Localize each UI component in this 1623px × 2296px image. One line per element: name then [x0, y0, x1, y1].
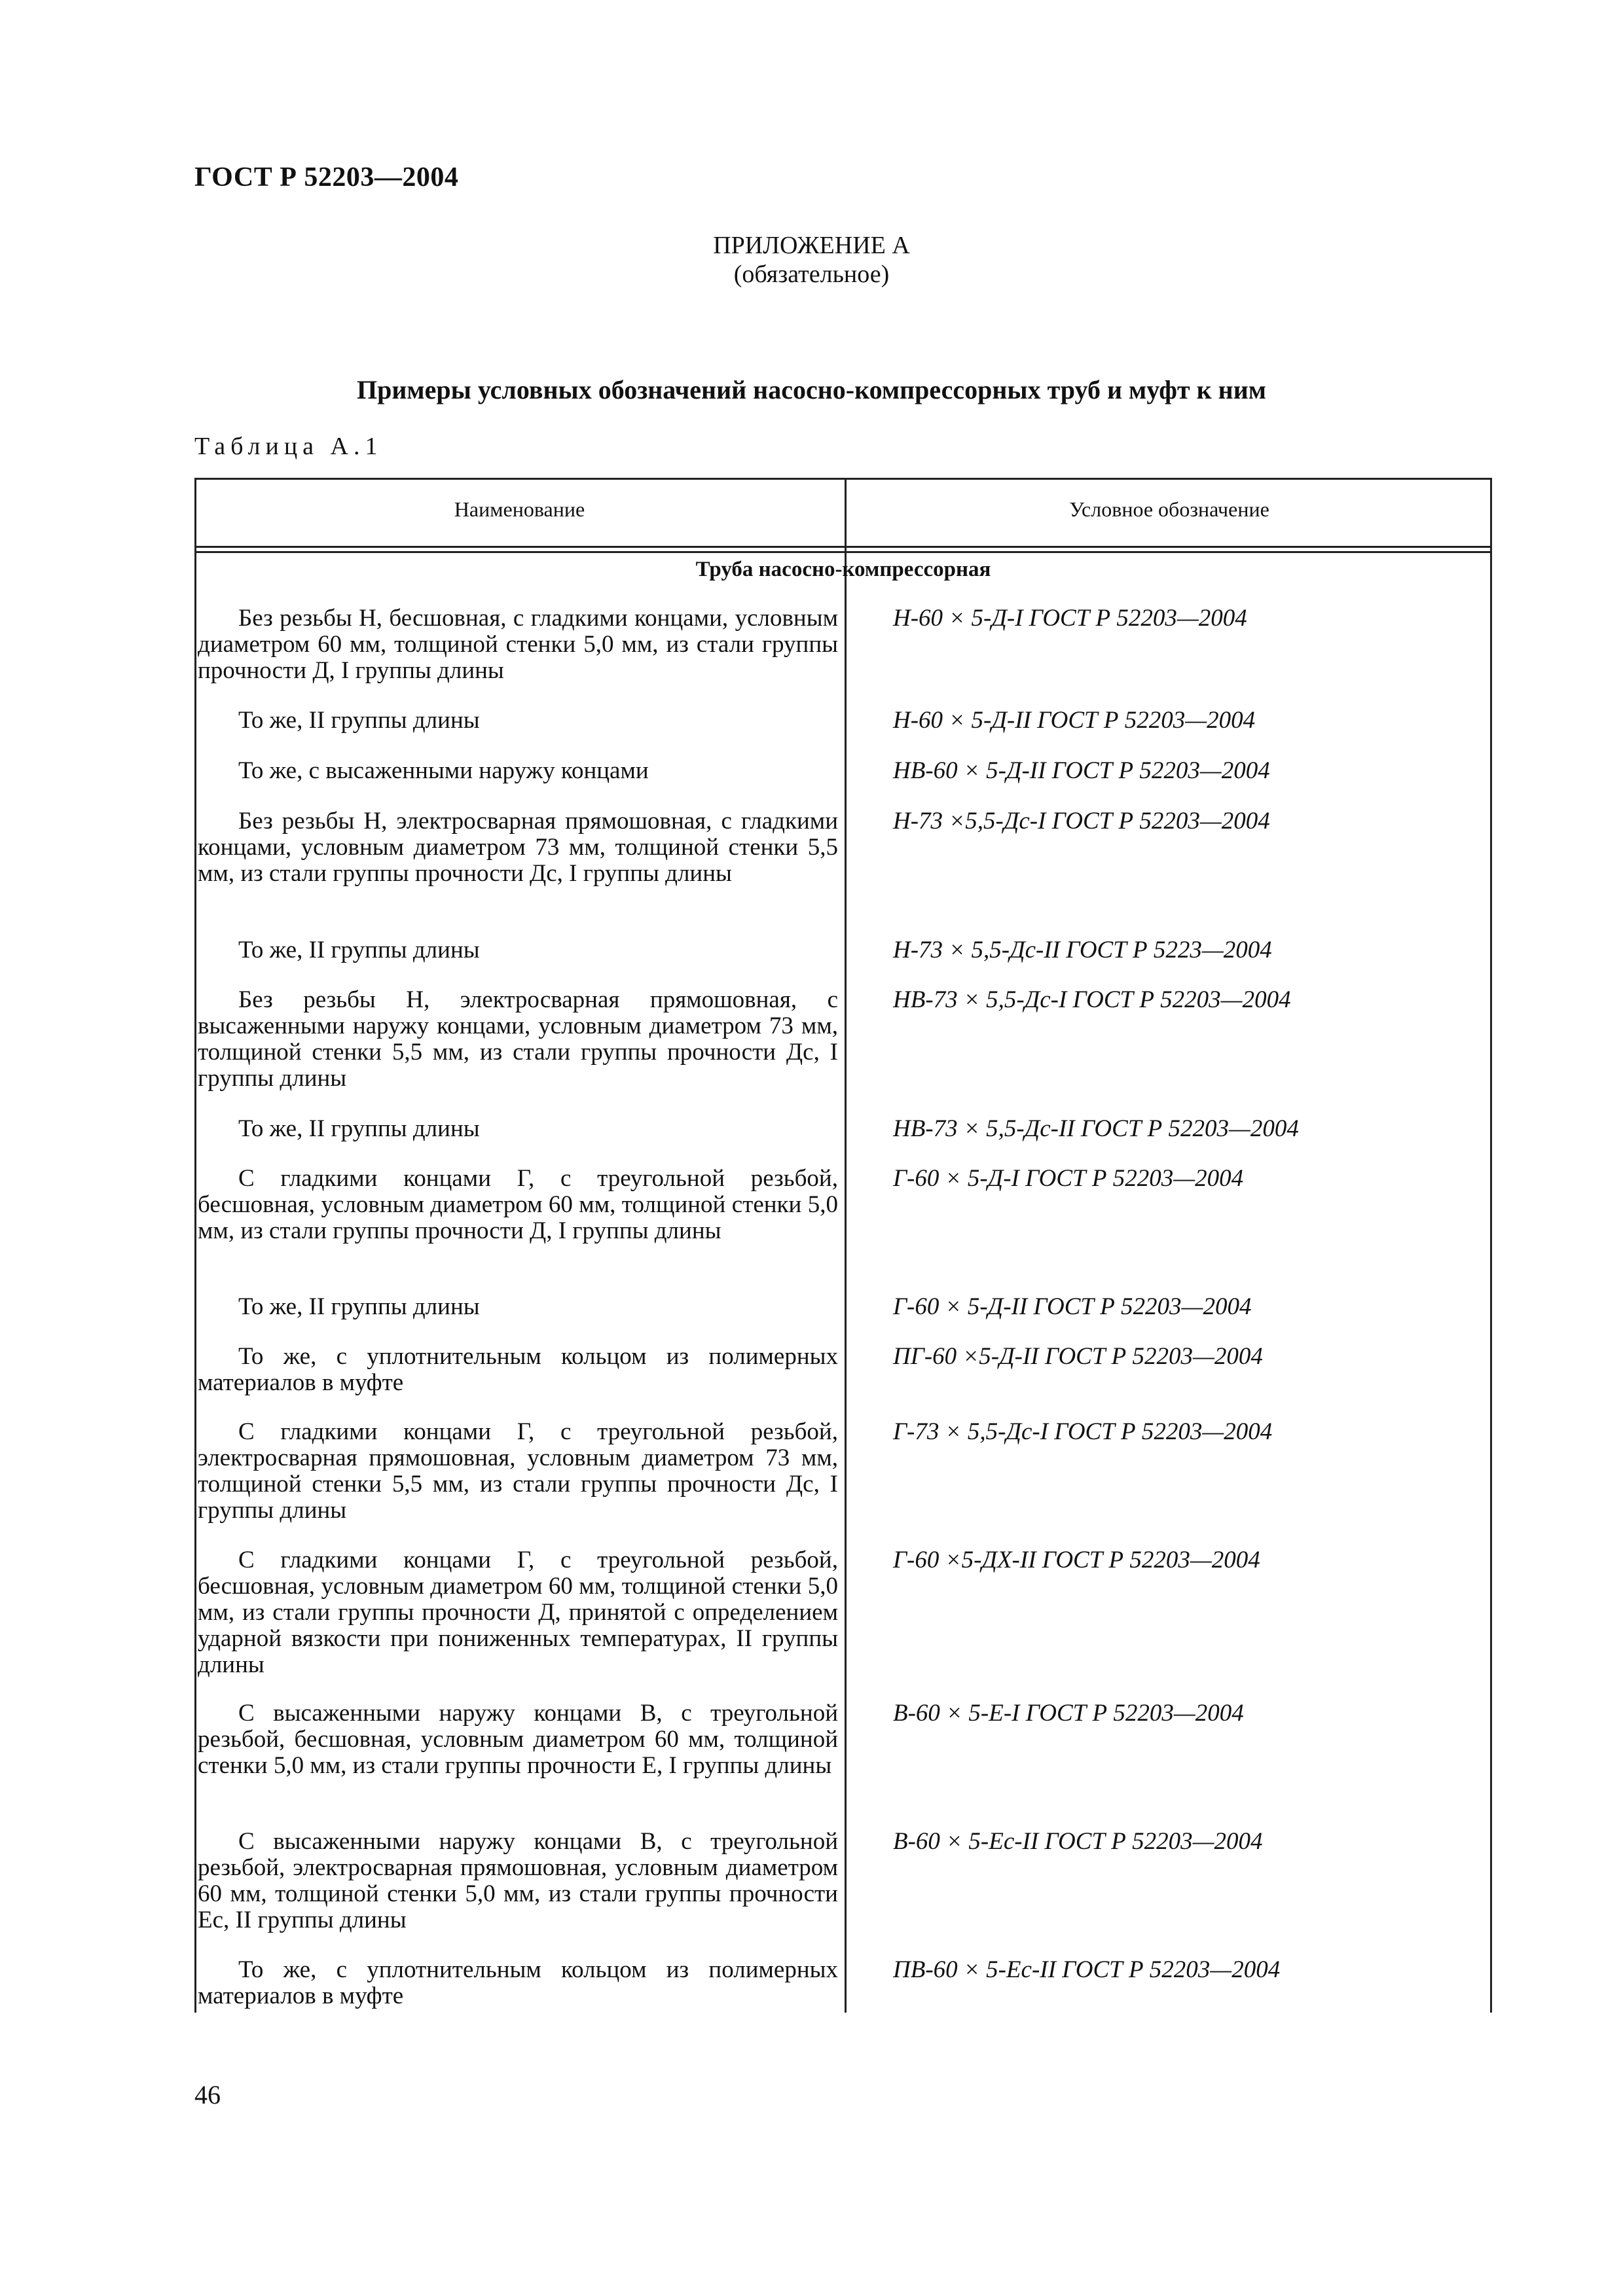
row-name: То же, II группы длины: [238, 937, 480, 963]
row-name: То же, с высаженными наружу концами: [238, 757, 649, 784]
row-designation: Г-60 × 5-Д-I ГОСТ Р 52203—2004: [893, 1165, 1244, 1192]
header-separator-line: [194, 546, 1492, 548]
row-designation: НВ-60 × 5-Д-II ГОСТ Р 52203—2004: [893, 757, 1270, 784]
table-caption: Таблица А.1: [194, 433, 383, 460]
row-name: То же, с уплотнительным кольцом из полимерных материалов в муфте: [198, 1956, 838, 2009]
row-designation: НВ-73 × 5,5-Дс-II ГОСТ Р 52203—2004: [893, 1115, 1299, 1142]
row-name: То же, II группы длины: [238, 1115, 480, 1142]
column-divider: [845, 478, 847, 2013]
section-title: Труба насосно-компрессорная: [695, 558, 991, 581]
column-header-designation: Условное обозначение: [1069, 497, 1269, 521]
row-designation: ПГ-60 ×5-Д-II ГОСТ Р 52203—2004: [893, 1343, 1263, 1370]
row-designation: НВ-73 × 5,5-Дс-I ГОСТ Р 52203—2004: [893, 986, 1291, 1013]
header-separator-line-2: [194, 551, 1492, 553]
row-designation: Г-60 × 5-Д-II ГОСТ Р 52203—2004: [893, 1293, 1252, 1320]
row-name: С гладкими концами Г, с треугольной резьбой, бесшовная, условным диаметром 60 мм, толщиной стенки 5,0 мм, из стали группы прочности Д, принятой с определением ударной вязкости при пониженных температурах, II группы длины: [198, 1547, 838, 1678]
row-name: С гладкими концами Г, с треугольной резьбой, бесшовная, условным диаметром 60 мм, толщиной стенки 5,0 мм, из стали группы прочности Д, I группы длины: [198, 1165, 838, 1244]
document-title: Примеры условных обозначений насосно-компрессорных труб и муфт к ним: [356, 375, 1266, 404]
standard-header: ГОСТ Р 52203—2004: [194, 162, 459, 192]
row-designation: Н-73 ×5,5-Дс-I ГОСТ Р 52203—2004: [893, 808, 1270, 834]
appendix-status: (обязательное): [733, 260, 890, 288]
row-name: Без резьбы Н, электросварная прямошовная, с высаженными наружу концами, условным диаметром 73 мм, толщиной стенки 5,5 мм, из стали группы прочности Дс, I группы длины: [198, 986, 838, 1092]
row-name: С высаженными наружу концами В, с треугольной резьбой, электросварная прямошовная, условным диаметром 60 мм, толщиной стенки 5,0 мм, из стали группы прочности Ес, II группы длины: [198, 1828, 838, 1933]
row-name: То же, с уплотнительным кольцом из полимерных материалов в муфте: [198, 1343, 838, 1396]
row-name: С гладкими концами Г, с треугольной резьбой, электросварная прямошовная, условным диаметром 73 мм, толщиной стенки 5,5 мм, из стали группы прочности Дс, I группы длины: [198, 1418, 838, 1524]
row-designation: Г-73 × 5,5-Дс-I ГОСТ Р 52203—2004: [893, 1418, 1273, 1445]
row-name: Без резьбы Н, бесшовная, с гладкими концами, условным диаметром 60 мм, толщиной стенки 5,0 мм, из стали группы прочности Д, I группы длины: [198, 605, 838, 684]
row-designation: ПВ-60 × 5-Ес-II ГОСТ Р 52203—2004: [893, 1956, 1281, 1983]
row-designation: Н-60 × 5-Д-II ГОСТ Р 52203—2004: [893, 707, 1256, 734]
column-header-name: Наименование: [454, 497, 585, 521]
row-designation: В-60 × 5-Е-I ГОСТ Р 52203—2004: [893, 1700, 1244, 1727]
appendix-title: ПРИЛОЖЕНИЕ А: [713, 232, 910, 259]
row-designation: Н-73 × 5,5-Дс-II ГОСТ Р 5223—2004: [893, 937, 1272, 963]
row-designation: Н-60 × 5-Д-I ГОСТ Р 52203—2004: [893, 605, 1247, 632]
page-number: 46: [194, 2080, 221, 2109]
row-designation: В-60 × 5-Ес-II ГОСТ Р 52203—2004: [893, 1828, 1263, 1855]
row-name: То же, II группы длины: [238, 1293, 480, 1320]
row-name: Без резьбы Н, электросварная прямошовная, с гладкими концами, условным диаметром 73 мм, толщиной стенки 5,5 мм, из стали группы прочности Дс, I группы длины: [198, 808, 838, 887]
row-designation: Г-60 ×5-ДХ-II ГОСТ Р 52203—2004: [893, 1547, 1260, 1573]
row-name: С высаженными наружу концами В, с треугольной резьбой, бесшовная, условным диаметром 60 мм, толщиной стенки 5,0 мм, из стали группы прочности Е, I группы длины: [198, 1700, 838, 1779]
row-name: То же, II группы длины: [238, 707, 480, 734]
appendix-heading: [0, 231, 1623, 289]
